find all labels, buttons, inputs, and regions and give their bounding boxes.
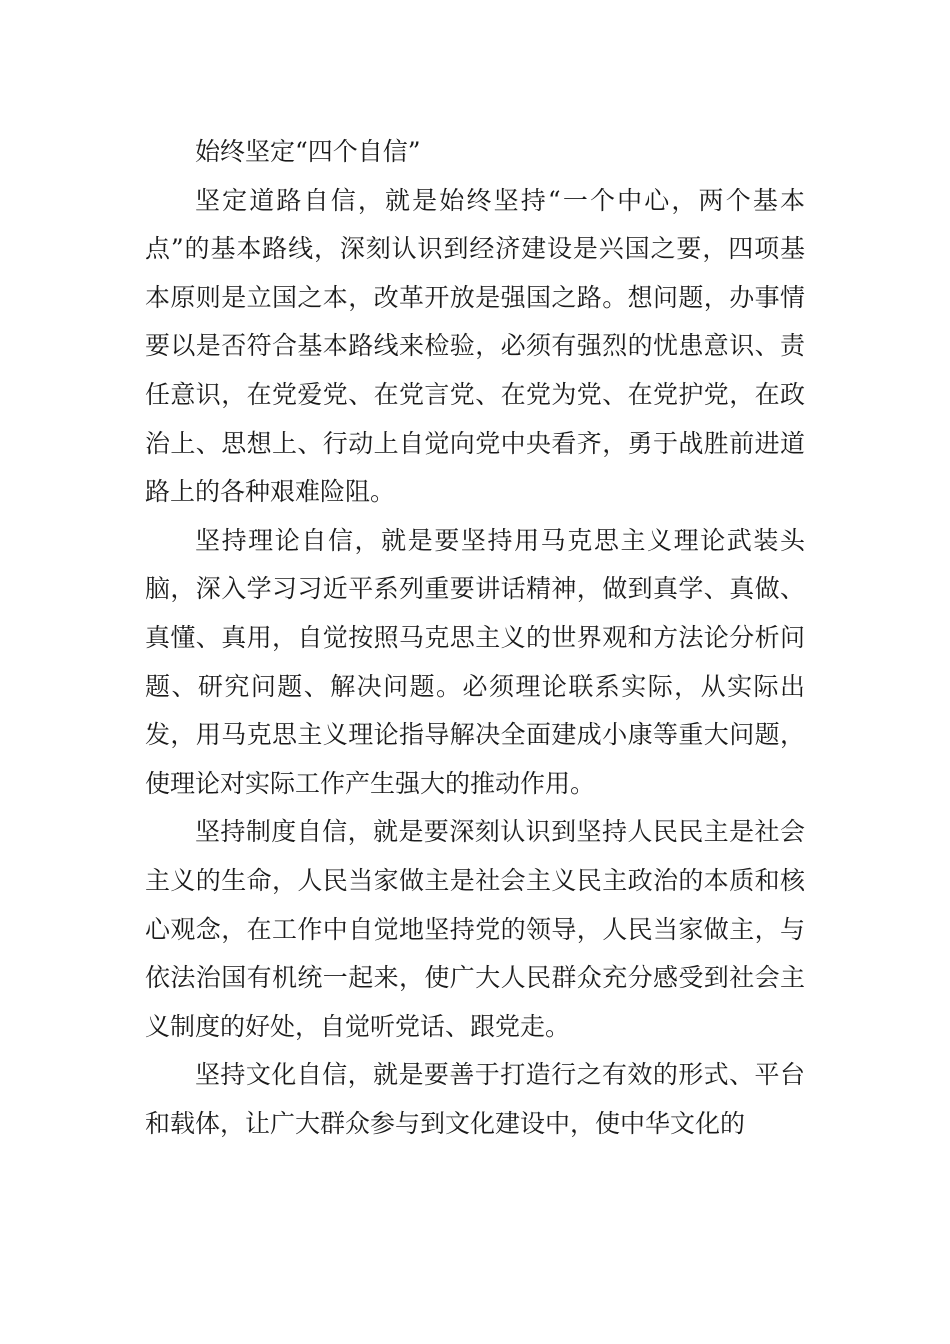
paragraph-system-confidence: 坚持制度自信，就是要深刻认识到坚持人民民主是社会主义的生命，人民当家做主是社会主义民主政治的本质和核心观念，在工作中自觉地坚持党的领导，人民当家做主，与依法治国有机统一起来，使广大人民群众充分感受到社会主义制度的好处，自觉听党话、跟党走。 [145, 817, 805, 1041]
paragraph-theory-confidence: 坚持理论自信，就是要坚持用马克思主义理论武装头脑，深入学习习近平系列重要讲话精神，做到真学、真做、真懂、真用，自觉按照马克思主义的世界观和方法论分析问题、研究问题、解决问题。必须理论联系实际，从实际出发，用马克思主义理论指导解决全面建成小康等重大问题，使理论对实际工作产生强大的推动作用。 [145, 525, 805, 798]
paragraph-culture-confidence: 坚持文化自信，就是要善于打造行之有效的形式、平台和载体，让广大群众参与到文化建设中，使中华文化的 [145, 1060, 805, 1138]
paragraph-road-confidence: 坚定道路自信，就是始终坚持“一个中心，两个基本点”的基本路线，深刻认识到经济建设是兴国之要，四项基本原则是立国之本，改革开放是强国之路。想问题，办事情要以是否符合基本路线来检验，必须有强烈的忧患意识、责任意识，在党爱党、在党言党、在党为党、在党护党，在政治上、思想上、行动上自觉向党中央看齐，勇于战胜前进道路上的各种艰难险阻。 [145, 185, 805, 507]
section-heading: 始终坚定“四个自信” [195, 137, 421, 166]
document-body [145, 128, 805, 1148]
